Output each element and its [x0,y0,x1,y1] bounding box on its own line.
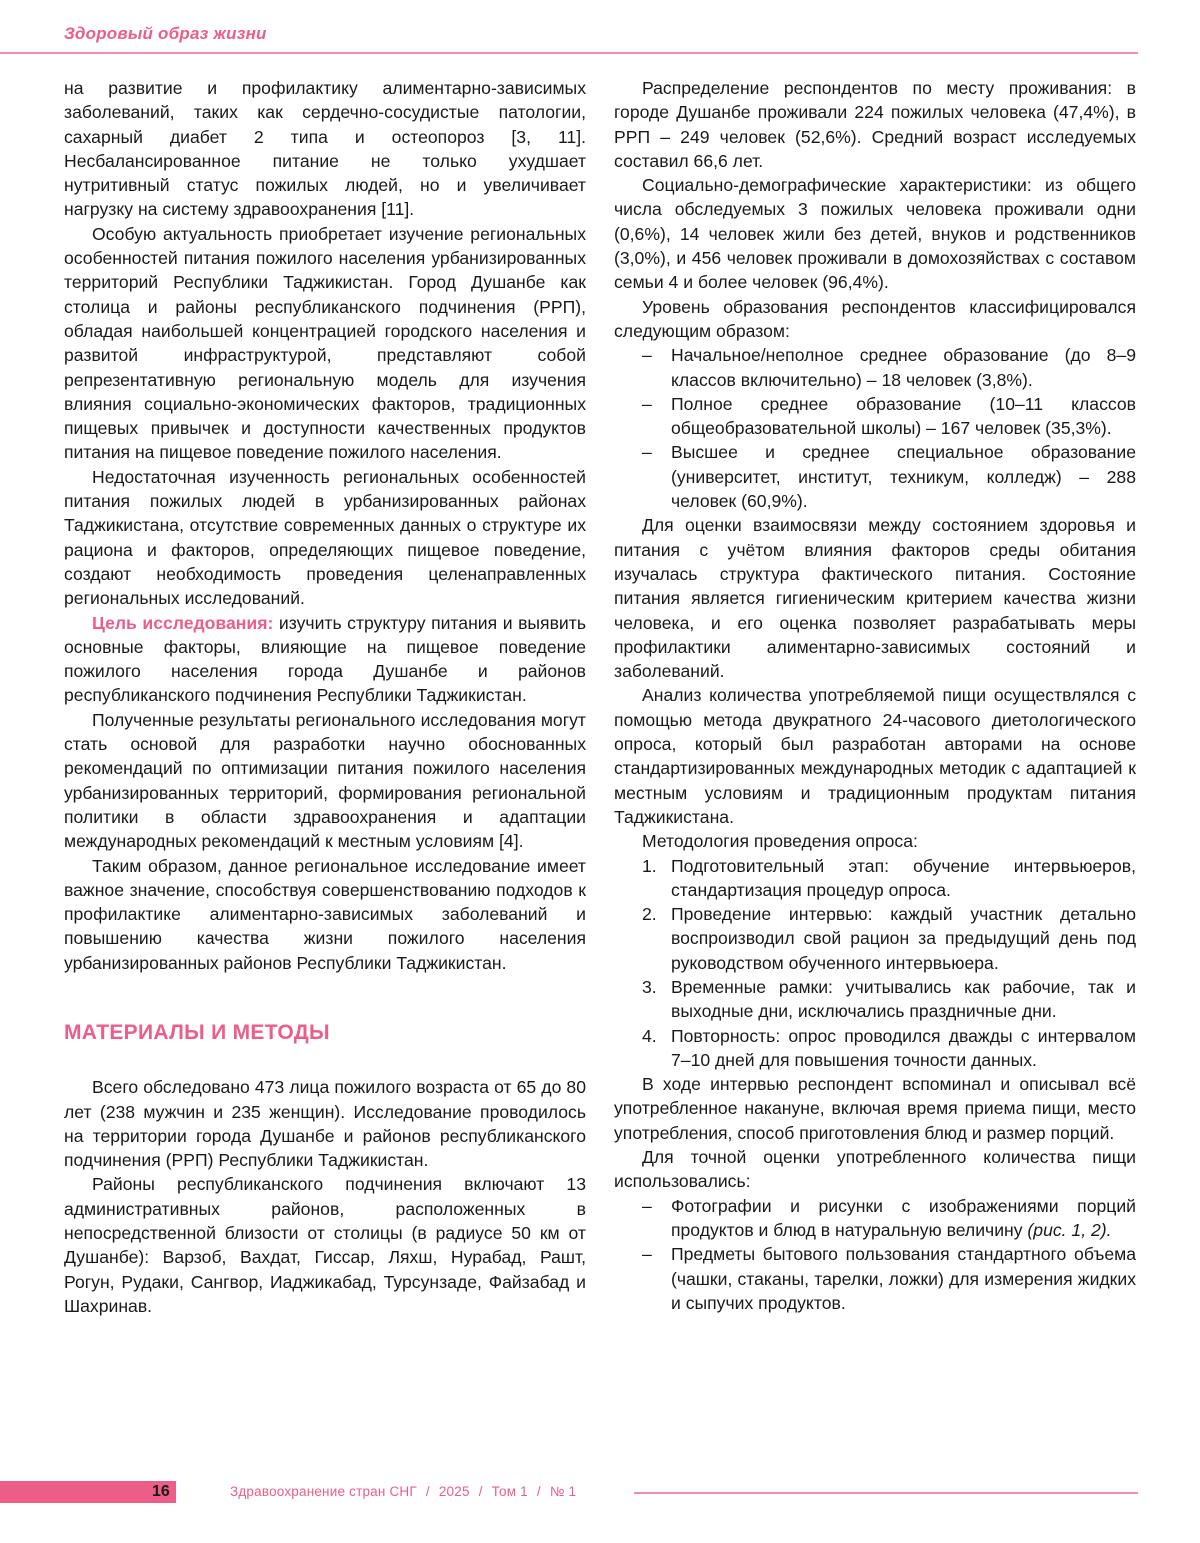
paragraph: Особую актуальность приобретает изучение региональных особенностей питания пожилого населения урбанизированных территорий Республики Таджикистан. Город Душанбе как столица и районы республиканского подчинения (РРП), обладая наибольшей концентрацией городского населения и развитой инфраструктурой, представляют собой репрезентативную региональную модель для изучения влияния социально-экономических факторов, традиционных пищевых привычек и доступности качественных продуктов питания на пищевое поведение пожилого населения. [64,223,586,463]
paragraph: В ходе интервью респондент вспоминал и описывал всё употребленное накануне, включая время приема пищи, место употребления, способ приготовления блюд и размер порций. [614,1074,1136,1143]
list-item [614,1194,1136,1243]
list-item [614,902,1136,975]
aim-label: Цель исследования: [92,612,274,633]
paragraph: Анализ количества употребляемой пищи осуществлялся с помощью метода двукратного 24-часового диетологического опроса, который был разработан авторами на основе стандартизированных международных методик с адаптацией к местным условиям и традиционным продуктам питания Таджикистана. [614,685,1136,827]
paragraph: Недостаточная изученность региональных особенностей питания пожилых людей в урбанизированных районах Таджикистана, отсутствие современных данных о структуре их рациона и факторов, определяющих пищевое поведение, создают необходимость проведения целенаправленных региональных исследований. [64,466,586,609]
list-item [614,343,1136,392]
running-title: Здоровый образ жизни [64,24,267,43]
list-item [614,1242,1136,1315]
list-item-text: Подготовительный этап: обучение интервьюеров, стандартизация процедур опроса. [671,855,1136,900]
list-item-text: Временные рамки: учитывались как рабочие, так и выходные дни, исключались праздничные дни. [671,976,1136,1022]
list-item [614,392,1136,441]
paragraph: Социально-демографические характеристики: из общего числа обследуемых 3 пожилых человека проживали одни (0,6%), 14 человек жили без детей, внуков и родственников (3,0%), и 456 человек проживали в домохозяйствах с составом семьи 4 и более человек (96,4%). [614,175,1136,293]
list-item-text: Проведение интервью: каждый участник детально воспроизводил свой рацион за предыдущий день под руководством обученного интервьюера. [671,904,1136,973]
separator: / [478,1484,483,1499]
aim-text: изучить структуру питания и выявить основные факторы, влияющие на пищевое поведение пожилого населения города Душанбе и районов республиканского подчинения Республики Таджикистан. [64,612,586,706]
number-marker: 4. [642,1025,657,1046]
footer-journal-info [230,1483,576,1501]
dash-marker: – [642,442,652,463]
paragraph: Таким образом, данное региональное исследование имеет важное значение, способствуя совершенствованию подходов к профилактике алиментарно-зависимых заболеваний и повышению качества жизни пожилого населения урбанизированных районов Республики Таджикистан. [64,855,586,973]
dash-marker: – [642,345,652,366]
list-item [614,854,1136,903]
dash-marker: – [642,393,652,414]
paragraph: Методология проведения опроса: [642,831,918,852]
number-marker: 3. [642,976,657,997]
right-column [614,76,1136,1315]
paragraph: Для оценки взаимосвязи между состоянием здоровья и питания с учётом влияния факторов среды обитания изучалась структура фактического питания. Состояние питания является гигиеническим критерием качества жизни человека, и его оценка позволяет разрабатывать меры профилактики алиментарно-зависимых состояний и заболеваний. [614,515,1136,682]
header-rule [0,52,1138,54]
list-item [614,975,1136,1024]
methodology-list [614,854,1136,1073]
paragraph: Распределение респондентов по месту проживания: в городе Душанбе проживали 224 пожилых человека (47,4%), в РРП – 249 человек (52,6%). Средний возраст исследуемых составил 66,6 лет. [614,78,1136,171]
list-item-text: Повторность: опрос проводился дважды с интервалом 7–10 дней для повышения точности данных. [671,1025,1136,1070]
paragraph: на развитие и профилактику алиментарно-зависимых заболеваний, таких как сердечно-сосудистые патологии, сахарный диабет 2 типа и остеопороз [3, 11]. Несбалансированное питание не только ухудшает нутритивный статус пожилых людей, но и увеличивает нагрузку на систему здравоохранения [11]. [64,78,586,220]
paragraph: Полученные результаты регионального исследования могут стать основой для разработки научно обоснованных рекомендаций по оптимизации питания пожилого населения урбанизированных территорий, формирования региональной политики в области здравоохранения и адаптации международных рекомендаций к местным условиям [4]. [64,709,586,852]
dash-marker: – [642,1195,652,1216]
footer-accent-bar [0,1481,176,1503]
journal-volume: Том 1 [491,1484,528,1499]
list-item [614,1024,1136,1073]
aim-paragraph [64,611,586,708]
number-marker: 2. [642,904,657,925]
footer-rule [634,1492,1138,1494]
page-number: 16 [152,1483,170,1500]
number-marker: 1. [642,855,657,876]
journal-year: 2025 [438,1484,470,1499]
paragraph: Районы республиканского подчинения включают 13 административных районов, расположенных в непосредственной близости от столицы (в радиусе 50 км от Душанбе): Варзоб, Вахдат, Гиссар, Ляхш, Нурабад, Рашт, Рогун, Рудаки, Сангвор, Иаджикабад, Турсунзаде, Файзабад и Шахринав. [64,1174,586,1316]
list-item-text: Фотографии и рисунки с изображениями порций продуктов и блюд в натуральную величину [671,1195,1136,1240]
journal-title: Здравоохранение стран СНГ [230,1484,417,1499]
list-item-text: Полное среднее образование (10–11 классов общеобразовательной школы) – 167 человек (35,3%). [671,393,1136,439]
figure-reference: (рис. 1, 2). [1027,1219,1112,1240]
education-list [614,343,1136,513]
left-column [64,76,586,1318]
separator: / [425,1484,430,1499]
paragraph: Для точной оценки употребленного количества пищи использовались: [614,1147,1136,1192]
tools-list [614,1194,1136,1315]
paragraph: Всего обследовано 473 лица пожилого возраста от 65 до 80 лет (238 мужчин и 235 женщин). Исследование проводилось на территории города Душанбе и районов республиканского подчинения (РРП) Республики Таджикистан. [64,1077,586,1171]
list-item-text: Начальное/неполное среднее образование (до 8–9 классов включительно) – 18 человек (3,8%). [671,345,1136,390]
dash-marker: – [642,1244,652,1265]
list-item [614,440,1136,513]
separator: / [536,1484,541,1499]
list-item-text: Высшее и среднее специальное образование (университет, институт, техникум, колледж) – 288 человек (60,9%). [671,442,1136,512]
list-item-text: Предметы бытового пользования стандартного объема (чашки, стаканы, тарелки, ложки) для измерения жидких и сыпучих продуктов. [671,1244,1136,1313]
section-heading: МАТЕРИАЛЫ И МЕТОДЫ [64,1020,330,1044]
paragraph: Уровень образования респондентов классифицировался следующим образом: [614,296,1136,341]
journal-issue: № 1 [549,1484,577,1499]
